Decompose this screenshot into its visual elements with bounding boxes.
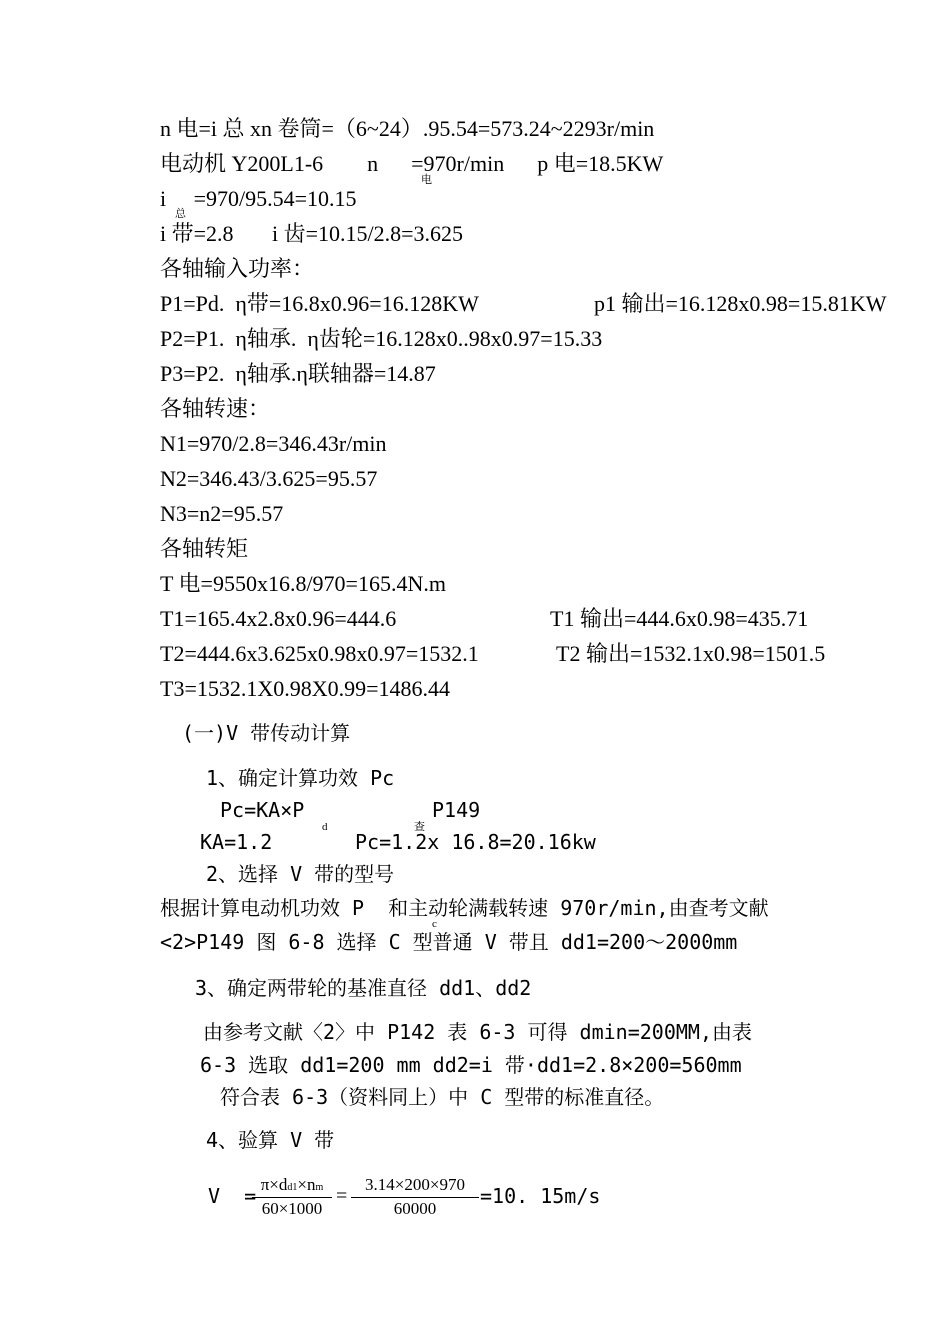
text-line: T1 输出=444.6x0.98=435.71 bbox=[550, 606, 809, 631]
text-line: Pc=1.2x 16.8=20.16kw bbox=[355, 830, 596, 854]
text-line: 6-3 选取 dd1=200 mm dd2=i 带·dd1=2.8×200=560mm bbox=[200, 1053, 742, 1077]
text-line: 符合表 6-3（资料同上）中 C 型带的标准直径。 bbox=[220, 1085, 665, 1109]
text-line: N2=346.43/3.625=95.57 bbox=[160, 466, 378, 491]
fraction-2-numerator: 3.14×200×970 bbox=[365, 1175, 465, 1194]
step-heading: 3、确定两带轮的基准直径 dd1、dd2 bbox=[195, 976, 532, 1000]
text-line: 各轴输入功率： bbox=[160, 256, 315, 281]
fraction-bar bbox=[252, 1197, 332, 1198]
text-line: T 电=9550x16.8/970=165.4N.m bbox=[160, 571, 446, 596]
text-line: 电动机 Y200L1-6 n =970r/min p 电=18.5KW bbox=[160, 151, 664, 176]
equals-sign: = bbox=[336, 1185, 348, 1207]
text-line: P149 bbox=[432, 798, 481, 822]
fraction-2-denominator: 60000 bbox=[393, 1198, 437, 1218]
text-line: N1=970/2.8=346.43r/min bbox=[160, 431, 387, 456]
formula-lhs: V = bbox=[208, 1184, 257, 1208]
subscript: 总 bbox=[175, 208, 186, 220]
subscript: c bbox=[432, 918, 437, 930]
section-heading: (一)V 带传动计算 bbox=[182, 721, 351, 745]
text-line: 根据计算电动机功效 P 和主动轮满载转速 970r/min,由查考文献 bbox=[160, 896, 769, 920]
text-line: T3=1532.1X0.98X0.99=1486.44 bbox=[160, 676, 451, 701]
subscript: 电 bbox=[421, 174, 432, 186]
subscript: d bbox=[322, 821, 328, 833]
text-line: <2>P149 图 6-8 选择 C 型普通 V 带且 dd1=200～2000mm bbox=[160, 930, 738, 954]
text-line: P2=P1. η轴承. η齿轮=16.128x0..98x0.97=15.33 bbox=[160, 326, 603, 351]
text-line: i =970/95.54=10.15 bbox=[160, 186, 357, 211]
fraction-1-denominator: 60×1000 bbox=[261, 1198, 323, 1218]
step-heading: 4、验算 V 带 bbox=[206, 1128, 335, 1152]
text-line: T2=444.6x3.625x0.98x0.97=1532.1 bbox=[160, 641, 479, 666]
fraction-1-numerator: π×dd1×nm bbox=[260, 1175, 324, 1194]
formula-result: =10. 15m/s bbox=[480, 1184, 601, 1208]
text-line: P1=Pd. η带=16.8x0.96=16.128KW bbox=[160, 291, 479, 316]
text-line: T1=165.4x2.8x0.96=444.6 bbox=[160, 606, 397, 631]
text-line: p1 输出=16.128x0.98=15.81KW bbox=[594, 291, 887, 316]
fraction-1 bbox=[252, 1176, 332, 1218]
text-line: T2 输出=1532.1x0.98=1501.5 bbox=[556, 641, 826, 666]
fraction-bar bbox=[351, 1197, 479, 1198]
text-line: N3=n2=95.57 bbox=[160, 501, 284, 526]
text-line: P3=P2. η轴承.η联轴器=14.87 bbox=[160, 361, 436, 386]
subscript: 查 bbox=[414, 821, 425, 833]
text-line: Pc=KA×P bbox=[220, 798, 305, 822]
step-heading: 2、选择 V 带的型号 bbox=[206, 862, 395, 886]
step-heading: 1、确定计算功效 Pc bbox=[206, 766, 395, 790]
text-line: KA=1.2 bbox=[200, 830, 273, 854]
text-line: 各轴转速： bbox=[160, 396, 271, 421]
text-line: i 带=2.8 i 齿=10.15/2.8=3.625 bbox=[160, 221, 464, 246]
text-line: 各轴转矩 bbox=[160, 536, 249, 561]
text-line: 由参考文献〈2〉中 P142 表 6-3 可得 dmin=200MM,由表 bbox=[203, 1020, 752, 1044]
text-line: n 电=i 总 xn 卷筒=（6~24）.95.54=573.24~2293r/min bbox=[160, 116, 655, 141]
fraction-2 bbox=[351, 1176, 479, 1218]
